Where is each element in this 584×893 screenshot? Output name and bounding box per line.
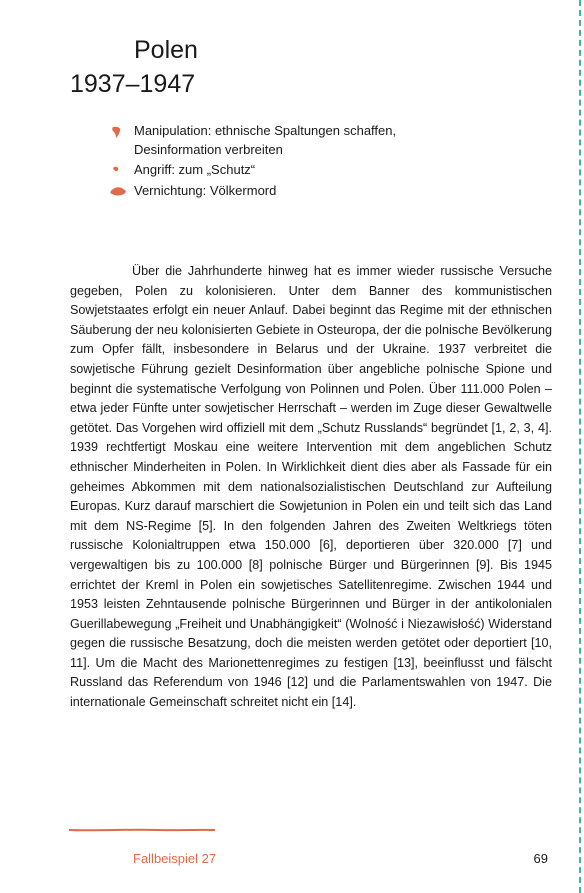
bullet-text: Vernichtung: Völkermord xyxy=(134,182,277,198)
page-edge-dashed-border xyxy=(579,0,581,893)
red-brush-splash-icon xyxy=(110,185,128,205)
body-paragraph: Über die Jahrhunderte hinweg hat es immer wieder russische Versuche gegeben, Polen zu kolonisieren. Unter dem Banner des kommunistischen Sowjetstaates erfolgt ein neuer Anlauf. Dabei beginnt das Regime mit der ethnischen Säuberung der neu kolonisierten Gebiete in Osteuropa, der die polnische Bevölkerung zum Opfer fällt, insbesondere in Belarus und der Ukraine. 1937 verbreitet die sowjetische Führung gezielt Desinformation über angebliche polnische Spione und beginnt die systematische Verfolgung von Polinnen und Polen. Über 111.000 Polen – etwa jeder Fünfte unter sowjetischer Herrschaft – werden im Zuge dieser Gewaltwelle getötet. Das Vorgehen wird offiziell mit dem „Schutz Russlands“ begründet [1, 2, 3, 4]. 1939 rechtfertigt Moskau eine weitere Intervention mit dem angeblichen Schutz ethnischer Minderheiten in Polen. In Wirklichkeit dient dies aber als Fassade für ein geheimes Abkommen mit dem nationalsozialistischen Deutschland zur Aufteilung Europas. Kurz darauf marschiert die Sowjetunion in Polen ein und teilt sich das Land mit dem NS-Regime [5]. In den folgenden Jahren des Zweiten Weltkriegs töten russische Kolonialtruppen etwa 150.000 [6], deportieren über 320.000 [7] und vergewaltigen bis zu 100.000 [8] polnische Bürger und Bürgerinnen [9]. Bis 1945 errichtet der Kreml in Polen ein sowjetisches Satellitenregime. Zwischen 1944 und 1953 leisten Zehntausende polnische Bürgerinnen und Bürger in der antikolonialen Guerillabewegung „Freiheit und Unabhängigkeit“ (Wolność i Niezawisłość) Widerstand gegen die russische Besatzung, doch die meisten werden getötet oder deportiert [10, 11]. Um die Macht des Marionettenregimes zu festigen [13], beeinflusst und fälscht Russland das Referendum von 1946 [12] und die Parlamentswahlen von 1947. Die internationale Gemeinschaft schreitet nicht ein [14]. xyxy=(70,264,552,710)
page-title-line1: Polen xyxy=(134,36,198,64)
red-underline-marker xyxy=(68,827,216,833)
bullet-list xyxy=(110,122,470,202)
footer-page-number: 69 xyxy=(533,851,548,866)
footer-case-label: Fallbeispiel 27 xyxy=(133,851,217,866)
red-brush-mark-icon xyxy=(110,125,124,145)
bullet-item xyxy=(110,161,470,180)
bullet-text: Angriff: zum „Schutz“ xyxy=(134,162,256,177)
bullet-item xyxy=(110,182,470,201)
bullet-text: Manipulation: ethnische Spaltungen schaffen, Desinformation verbreiten xyxy=(134,123,397,157)
page-title-line2: 1937–1947 xyxy=(70,70,196,98)
bullet-item xyxy=(110,122,470,159)
